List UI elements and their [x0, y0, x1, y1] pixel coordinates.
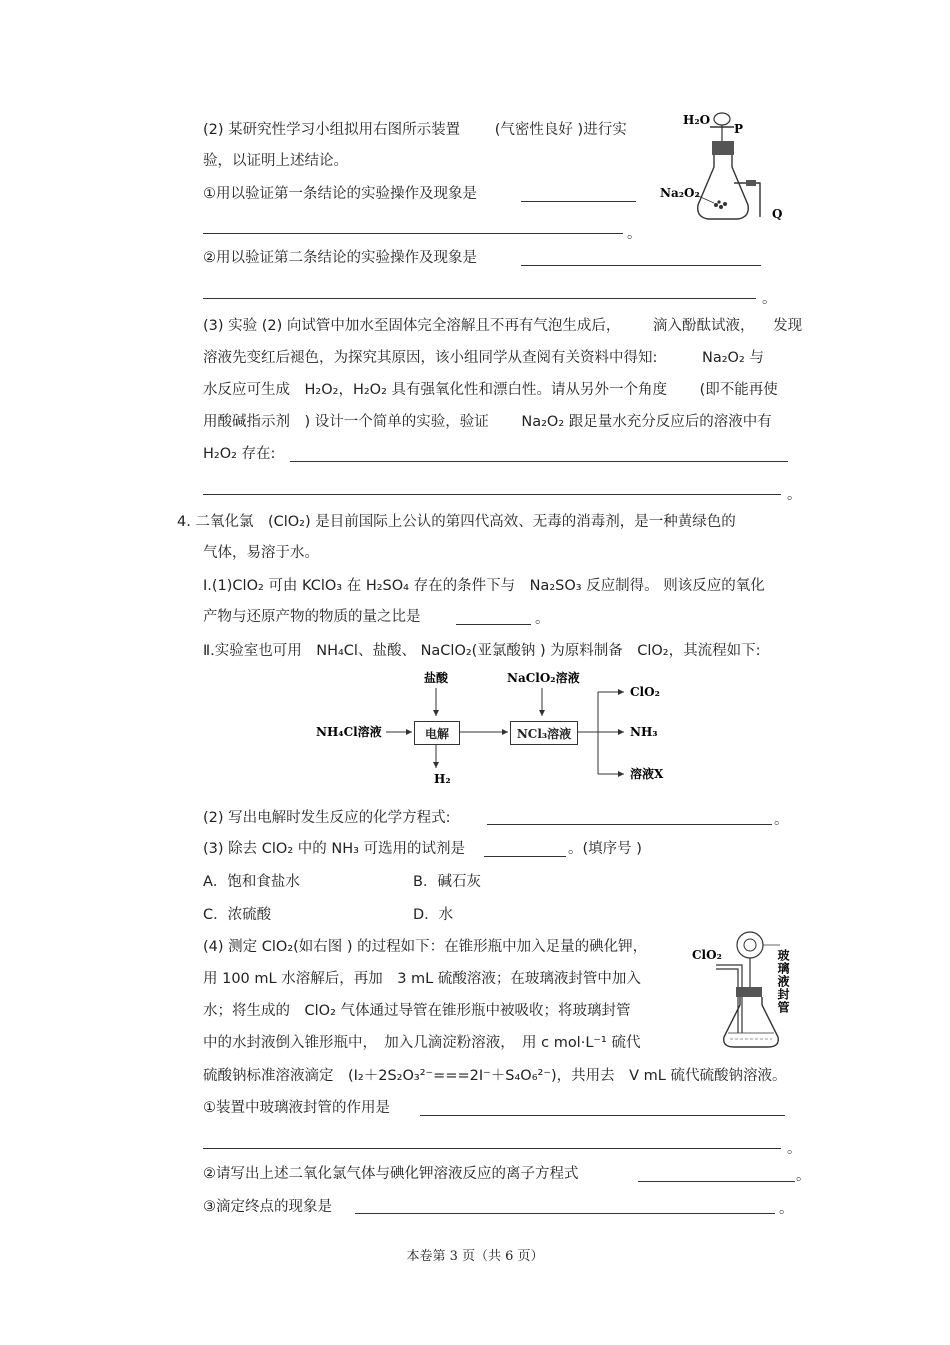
answer-blank[interactable] [456, 624, 531, 625]
period: 。 [774, 812, 789, 828]
q4-q4-line5: 硫酸钠标准溶液滴定 (I₂＋2S₂O₃²⁻===2I⁻＋S₄O₆²⁻)，共用去 V mL 硫代硫酸钠溶液。 [203, 1068, 787, 1084]
answer-blank[interactable] [521, 265, 761, 266]
page-footer: 本卷第 3 页（共 6 页） [406, 1249, 544, 1264]
q3-p3-line4: 用酸碱指示剂 ) 设计一个简单的实验，验证 Na₂O₂ 跟足量水充分反应后的溶液中有 [203, 414, 772, 430]
q4-sub3: ③滴定终点的现象是 [203, 1199, 332, 1215]
q4-intro-line2: 气体，易溶于水。 [203, 545, 319, 561]
period: 。 [787, 1141, 802, 1157]
answer-blank[interactable] [638, 1181, 795, 1182]
q4-q3: (3) 除去 ClO₂ 中的 NH₃ 可选用的试剂是 [203, 841, 466, 857]
answer-blank[interactable] [487, 824, 772, 825]
answer-blank[interactable] [484, 856, 566, 857]
q4-q3-tail: 。(填序号 ) [568, 841, 642, 857]
q4-part2: Ⅱ.实验室也可用 NH₄Cl、盐酸、 NaClO₂(亚氯酸钠 ) 为原料制备 ClO₂，其流程如下: [203, 643, 761, 659]
period: 。 [535, 611, 550, 627]
option-c: C．浓硫酸 [203, 907, 272, 923]
flow-nh4cl: NH₄Cl溶液 [316, 725, 382, 739]
q4-q4-line3: 水；将生成的 ClO₂ 气体通过导管在锥形瓶中被吸收；将玻璃封管 [203, 1003, 631, 1019]
q3-item1: ①用以验证第一条结论的实验操作及现象是 [203, 186, 477, 202]
q4-part1-line2: 产物与还原产物的物质的量之比是 [203, 609, 421, 625]
answer-blank[interactable] [203, 494, 781, 495]
option-a: A．饱和食盐水 [203, 874, 300, 890]
clo2-fig-label: ClO₂ [692, 948, 722, 962]
flow-nh3: NH₃ [630, 725, 658, 739]
q4-q4-line2: 用 100 mL 水溶解后，再加 3 mL 硫酸溶液；在玻璃液封管中加入 [203, 971, 641, 987]
svg-text:玻璃液封管: 玻璃液封管 [776, 949, 790, 1014]
h2o-label: H₂O [683, 113, 711, 127]
q3-p3-line5: H₂O₂ 存在: [203, 446, 276, 462]
answer-blank[interactable] [420, 1115, 785, 1116]
q3-p3-line2: 溶液先变红后褪色，为探究其原因，该小组同学从查阅有关资料中得知: Na₂O₂ 与 [203, 350, 764, 366]
p-label: P [734, 122, 744, 136]
answer-blank[interactable] [203, 233, 623, 234]
period: 。 [779, 1201, 794, 1217]
q3-item2: ②用以验证第二条结论的实验操作及现象是 [203, 250, 477, 266]
period: 。 [627, 226, 642, 242]
q3-p2-line2: 验，以证明上述结论。 [203, 153, 348, 169]
period: 。 [762, 291, 777, 307]
option-d: D．水 [413, 907, 454, 923]
q4-sub1: ①装置中玻璃液封管的作用是 [203, 1100, 390, 1116]
answer-blank[interactable] [203, 1148, 781, 1149]
flow-electrolysis-box: 电解 [414, 721, 460, 745]
q3-p3-line1: (3) 实验 (2) 向试管中加水至固体完全溶解且不再有气泡生成后， 滴入酚酞试液， 发现 [203, 318, 803, 334]
answer-blank[interactable] [290, 461, 788, 462]
q4-q4-line4: 中的水封液倒入锥形瓶中， 加入几滴淀粉溶液， 用 c mol·L⁻¹ 硫代 [203, 1035, 641, 1051]
flow-solx: 溶液X [630, 767, 664, 781]
flow-clo2: ClO₂ [630, 685, 660, 699]
q3-p2-line1: (2) 某研究性学习小组拟用右图所示装置 (气密性良好 )进行实 [203, 122, 627, 138]
q-label: Q [772, 207, 783, 221]
answer-blank[interactable] [203, 298, 756, 299]
sealed-tube-label [776, 948, 790, 1014]
period: 。 [796, 1168, 811, 1184]
q3-p3-line3: 水反应可生成 H₂O₂，H₂O₂ 具有强氧化性和漂白性。请从另外一个角度 (即不能再使 [203, 382, 778, 398]
na2o2-label: Na₂O₂ [660, 186, 700, 200]
q4-intro-line1: 4. 二氧化氯 (ClO₂) 是目前国际上公认的第四代高效、无毒的消毒剂，是一种黄绿色的 [177, 514, 736, 530]
flow-h2: H₂ [434, 772, 451, 786]
q4-sub2: ②请写出上述二氧化氯气体与碘化钾溶液反应的离子方程式 [203, 1166, 579, 1182]
apparatus-flask-figure [650, 105, 790, 230]
answer-blank[interactable] [355, 1213, 775, 1214]
flow-naclo2: NaClO₂溶液 [507, 671, 580, 685]
q4-part1-line1: Ⅰ.(1)ClO₂ 可由 KClO₃ 在 H₂SO₄ 存在的条件下与 Na₂SO₃ 反应制得。 则该反应的氧化 [203, 578, 765, 594]
answer-blank[interactable] [521, 201, 636, 202]
period: 。 [787, 487, 802, 503]
preparation-flow-diagram [310, 668, 670, 793]
clo2-absorption-apparatus-figure [690, 925, 805, 1050]
option-b: B．碱石灰 [413, 874, 481, 890]
q4-q4-line1: (4) 测定 ClO₂(如右图 ) 的过程如下：在锥形瓶中加入足量的碘化钾， [203, 939, 648, 955]
q4-q2: (2) 写出电解时发生反应的化学方程式: [203, 810, 451, 826]
flow-hcl: 盐酸 [424, 671, 449, 685]
flow-ncl3-box: NCl₃溶液 [510, 721, 578, 745]
